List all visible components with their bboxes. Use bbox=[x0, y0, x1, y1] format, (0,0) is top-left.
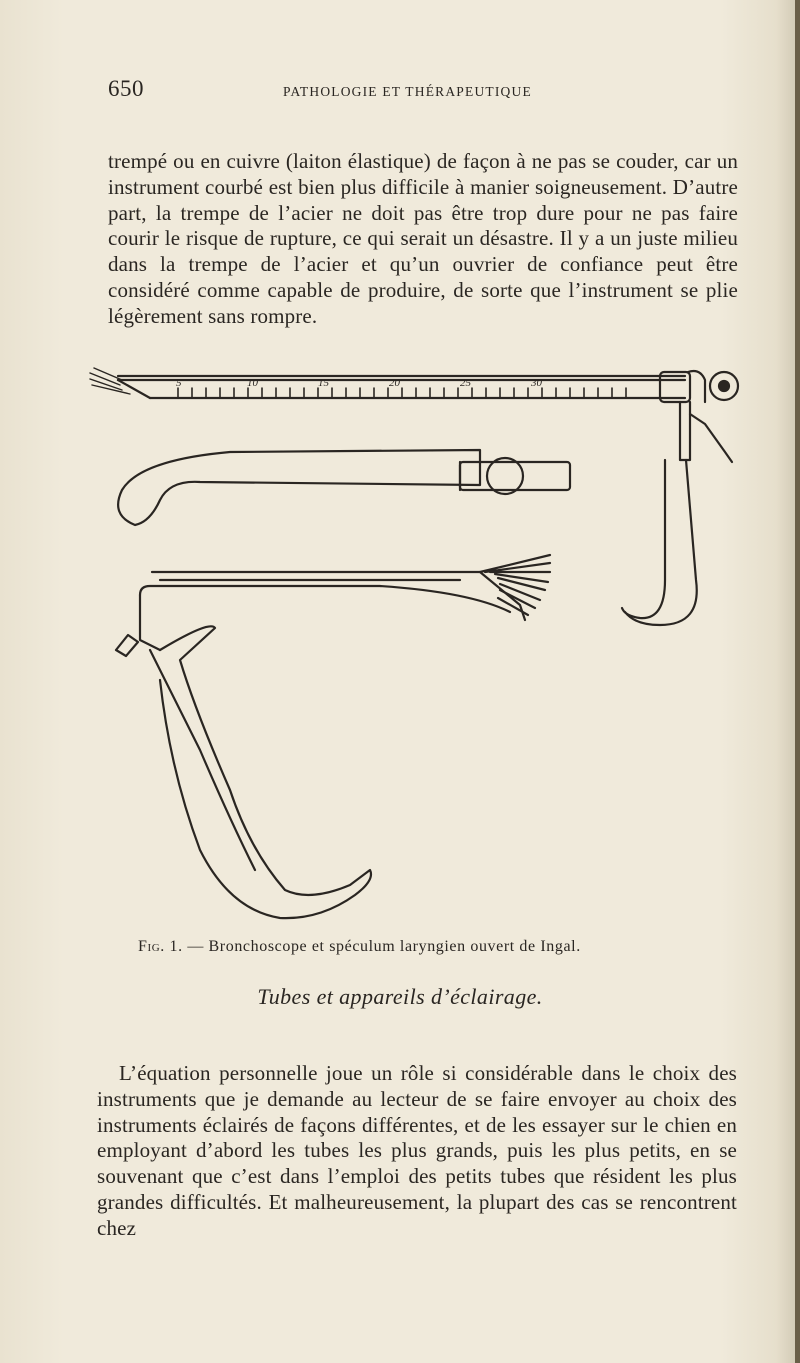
figure-caption bbox=[138, 938, 698, 956]
scale-numbers bbox=[176, 377, 543, 389]
figure-label: Fig. 1. bbox=[138, 938, 183, 955]
figure-bronchoscope bbox=[80, 350, 780, 930]
page-header bbox=[108, 76, 728, 106]
paragraph-top: trempé ou en cuivre (laiton élastique) de façon à ne pas se couder, car un instrument courbé est bien plus difficile à manier soigneusement. D’autre part, la trempe de l’acier ne doit pas être trop dure pour ne pas faire courir le risque de rupture, ce qui serait un désastre. Il y a un juste milieu dans la trempe de l’acier et qu’un ouvrier de confiance peut être considéré comme capable de produire, de sorte que l’instrument se plie légèrement sans rompre. bbox=[108, 149, 738, 328]
section-heading: Tubes et appareils d’éclairage. bbox=[257, 984, 543, 1009]
scale-label-15: 15 bbox=[318, 377, 329, 389]
scale-label-5: 5 bbox=[176, 377, 182, 389]
paragraph-bottom: L’équation personnelle joue un rôle si considérable dans le choix des instruments que je demande au lecteur de se faire envoyer au choix des instruments éclairés de façons différentes, et de les essayer sur le chien en employant d’abord les tubes les plus grands, puis les plus petits, en se souvenant que c’est dans l’emploi des petits tubes que résident les plus grandes difficultés. Et malheureusement, la plupart des cas se rencontrent chez bbox=[97, 1061, 737, 1240]
page-number: 650 bbox=[108, 76, 144, 101]
figure-caption-text: — Bronchoscope et spéculum laryngien ouvert de Ingal. bbox=[182, 938, 581, 955]
scale-label-20: 20 bbox=[389, 377, 400, 389]
bronchoscope-illustration bbox=[80, 350, 780, 930]
speculum-upper-blade bbox=[118, 450, 570, 525]
scale-label-25: 25 bbox=[460, 377, 471, 389]
scale-label-30: 30 bbox=[531, 377, 542, 389]
speculum-lower-assembly bbox=[116, 555, 550, 918]
running-head: PATHOLOGIE ET THÉRAPEUTIQUE bbox=[283, 84, 532, 99]
page-edge-shadow bbox=[795, 0, 800, 1363]
scale-ticks bbox=[178, 388, 626, 398]
scale-label-10: 10 bbox=[247, 377, 258, 389]
